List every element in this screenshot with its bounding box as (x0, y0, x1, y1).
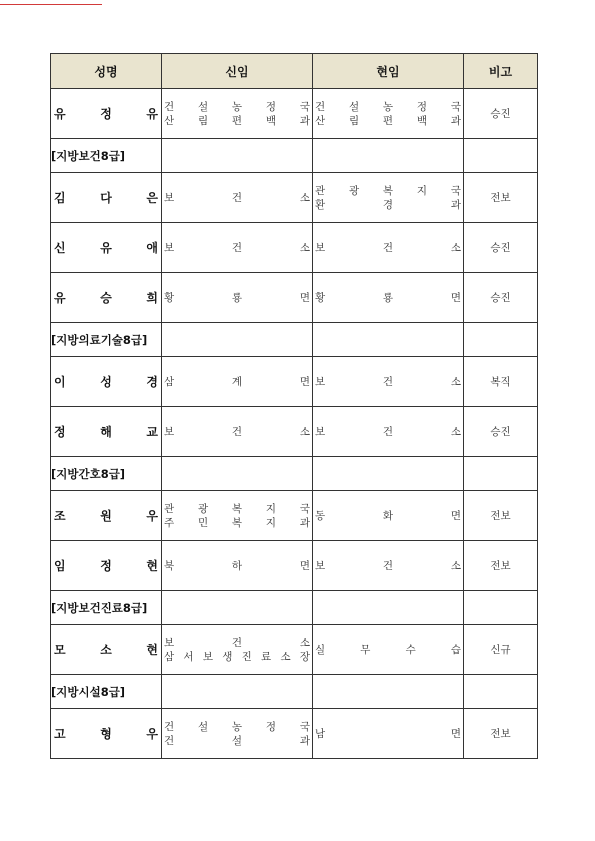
person-name: 유 승 희 (54, 291, 158, 305)
personnel-table (50, 53, 538, 759)
person-name: 모 소 현 (54, 643, 158, 657)
table-body (51, 89, 538, 759)
post-line: 건 설 과 (164, 734, 310, 747)
new-post-cell-text (162, 241, 312, 255)
new-post-cell-text (162, 100, 312, 128)
current-post-cell-text (313, 184, 463, 212)
section-title: [지방보건8급] (51, 139, 162, 173)
empty-cell (464, 591, 538, 625)
new-post-cell (162, 273, 313, 323)
person-name: 고 형 우 (54, 727, 158, 741)
current-post-cell-text (313, 375, 463, 389)
person-name: 정 해 교 (54, 425, 158, 439)
post-line: 보 건 소 (315, 241, 461, 254)
section-row (51, 323, 538, 357)
current-post-cell (313, 709, 464, 759)
name-cell (51, 709, 162, 759)
name-cell (51, 223, 162, 273)
current-post-cell-text (313, 241, 463, 255)
section-row (51, 457, 538, 491)
empty-cell (464, 675, 538, 709)
current-post-cell-text (313, 727, 463, 741)
name-cell (51, 541, 162, 591)
note-cell: 전보 (464, 709, 538, 759)
current-post-cell (313, 625, 464, 675)
table-row (51, 173, 538, 223)
post-line: 산 림 편 백 과 (315, 114, 461, 127)
empty-cell (162, 675, 313, 709)
current-post-cell-text (313, 291, 463, 305)
header-new-post: 신임 (162, 54, 313, 89)
name-cell (51, 491, 162, 541)
new-post-cell (162, 223, 313, 273)
name-cell (51, 89, 162, 139)
post-line: 주 민 복 지 과 (164, 516, 310, 529)
section-title: [지방의료기술8급] (51, 323, 162, 357)
current-post-cell (313, 407, 464, 457)
post-line: 삼 계 면 (164, 375, 310, 388)
empty-cell (162, 323, 313, 357)
post-line: 보 건 소 (315, 559, 461, 572)
current-post-cell (313, 491, 464, 541)
table-row (51, 273, 538, 323)
current-post-cell (313, 89, 464, 139)
empty-cell (162, 139, 313, 173)
person-name: 조 원 우 (54, 509, 158, 523)
post-line: 보 건 소 (315, 425, 461, 438)
current-post-cell-text (313, 509, 463, 523)
note-cell: 승진 (464, 223, 538, 273)
person-name: 신 유 애 (54, 241, 158, 255)
new-post-cell-text (162, 191, 312, 205)
post-line: 보 건 소 (315, 375, 461, 388)
new-post-cell-text (162, 636, 312, 664)
post-line: 보 건 소 (164, 191, 310, 204)
post-line: 삼 서 보 생 진 료 소 장 (164, 650, 310, 663)
section-row (51, 675, 538, 709)
person-name: 유 정 유 (54, 107, 158, 121)
current-post-cell-text (313, 643, 463, 657)
new-post-cell (162, 89, 313, 139)
section-title: [지방보건진료8급] (51, 591, 162, 625)
section-row (51, 139, 538, 173)
section-row (51, 591, 538, 625)
note-cell: 전보 (464, 541, 538, 591)
post-line: 북 하 면 (164, 559, 310, 572)
post-line: 남 면 (315, 727, 461, 740)
header-name: 성명 (51, 54, 162, 89)
empty-cell (313, 323, 464, 357)
post-line: 산 림 편 백 과 (164, 114, 310, 127)
table-row (51, 541, 538, 591)
new-post-cell-text (162, 559, 312, 573)
empty-cell (313, 139, 464, 173)
post-line: 건 설 농 정 국 (164, 100, 310, 113)
table-row (51, 709, 538, 759)
note-cell: 승진 (464, 273, 538, 323)
name-cell (51, 407, 162, 457)
current-post-cell-text (313, 100, 463, 128)
person-name: 이 성 경 (54, 375, 158, 389)
note-cell: 승진 (464, 89, 538, 139)
new-post-cell (162, 407, 313, 457)
note-cell: 전보 (464, 173, 538, 223)
new-post-cell (162, 709, 313, 759)
current-post-cell (313, 541, 464, 591)
header-current-post: 현임 (313, 54, 464, 89)
current-post-cell-text (313, 559, 463, 573)
table-row (51, 625, 538, 675)
table-header-row (51, 54, 538, 89)
note-cell: 승진 (464, 407, 538, 457)
section-title: [지방시설8급] (51, 675, 162, 709)
note-cell: 신규 (464, 625, 538, 675)
table-row (51, 89, 538, 139)
new-post-cell (162, 625, 313, 675)
post-line: 환 경 과 (315, 198, 461, 211)
table-row (51, 407, 538, 457)
empty-cell (313, 457, 464, 491)
new-post-cell (162, 357, 313, 407)
post-line: 실 무 수 습 (315, 643, 461, 656)
current-post-cell-text (313, 425, 463, 439)
new-post-cell (162, 173, 313, 223)
new-post-cell-text (162, 720, 312, 748)
empty-cell (162, 591, 313, 625)
header-note: 비고 (464, 54, 538, 89)
name-cell (51, 173, 162, 223)
new-post-cell (162, 541, 313, 591)
empty-cell (313, 591, 464, 625)
post-line: 건 설 농 정 국 (315, 100, 461, 113)
new-post-cell-text (162, 291, 312, 305)
post-line: 보 건 소 (164, 425, 310, 438)
post-line: 동 화 면 (315, 509, 461, 522)
name-cell (51, 625, 162, 675)
post-line: 황 룡 면 (315, 291, 461, 304)
person-name: 임 정 현 (54, 559, 158, 573)
post-line: 관 광 복 지 국 (315, 184, 461, 197)
current-post-cell (313, 273, 464, 323)
note-cell: 복직 (464, 357, 538, 407)
post-line: 보 건 소 (164, 241, 310, 254)
empty-cell (464, 457, 538, 491)
post-line: 황 룡 면 (164, 291, 310, 304)
empty-cell (464, 139, 538, 173)
note-cell: 전보 (464, 491, 538, 541)
new-post-cell-text (162, 502, 312, 530)
new-post-cell (162, 491, 313, 541)
new-post-cell-text (162, 425, 312, 439)
current-post-cell (313, 173, 464, 223)
section-title: [지방간호8급] (51, 457, 162, 491)
post-line: 건 설 농 정 국 (164, 720, 310, 733)
empty-cell (464, 323, 538, 357)
new-post-cell-text (162, 375, 312, 389)
table-row (51, 223, 538, 273)
table-row (51, 357, 538, 407)
empty-cell (313, 675, 464, 709)
current-post-cell (313, 223, 464, 273)
table-row (51, 491, 538, 541)
post-line: 관 광 복 지 국 (164, 502, 310, 515)
current-post-cell (313, 357, 464, 407)
empty-cell (162, 457, 313, 491)
name-cell (51, 273, 162, 323)
name-cell (51, 357, 162, 407)
person-name: 김 다 은 (54, 191, 158, 205)
post-line: 보 건 소 (164, 636, 310, 649)
top-red-rule (0, 4, 102, 5)
